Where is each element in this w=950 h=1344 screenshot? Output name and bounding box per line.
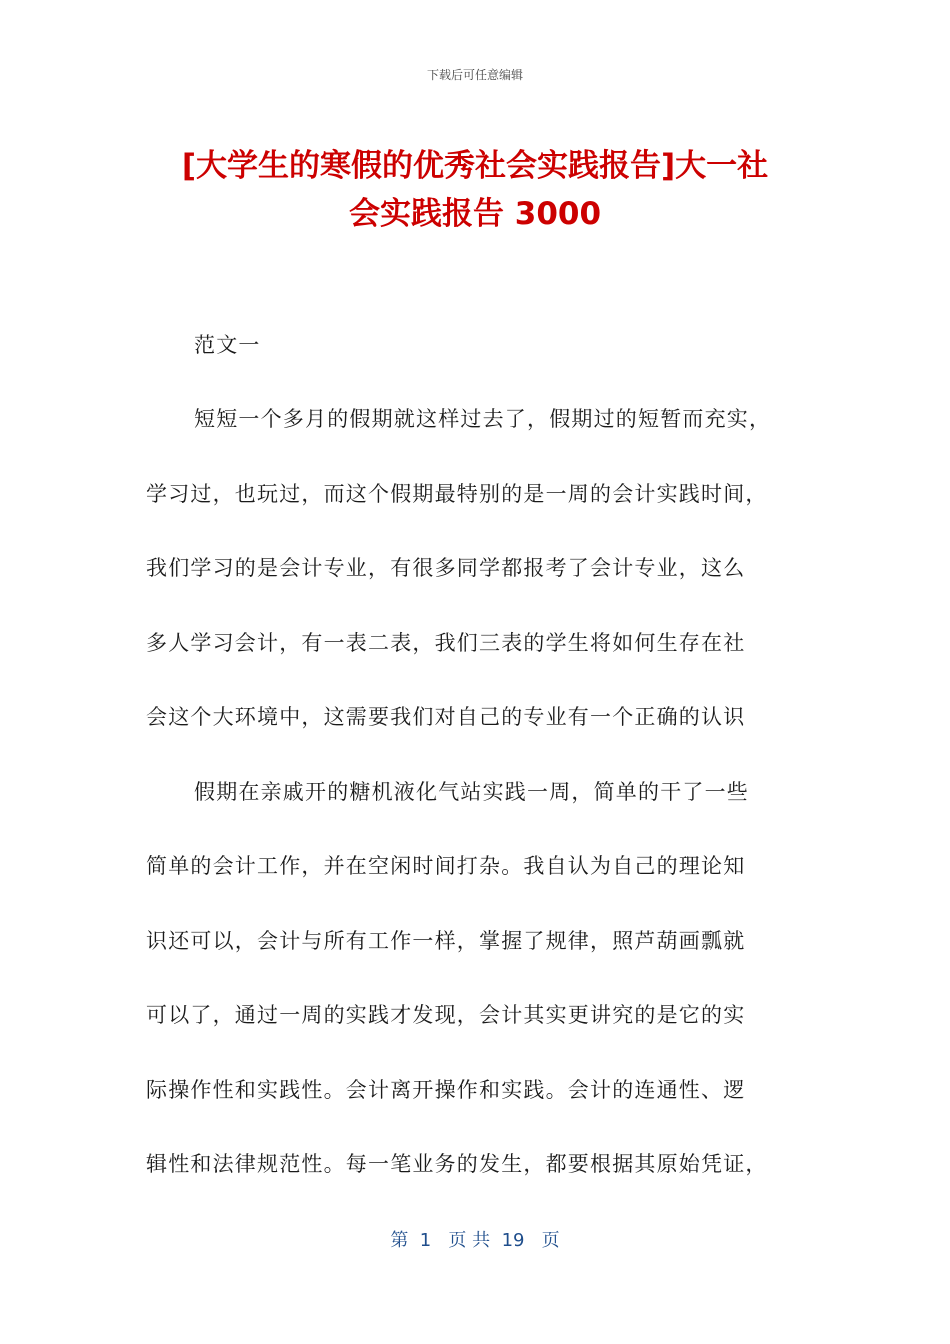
- document-title: [140, 142, 810, 238]
- title-line-1: [大学生的寒假的优秀社会实践报告]大一社: [181, 148, 769, 184]
- paragraph-line: 多人学习会计，有一表二表，我们三表的学生将如何生存在社: [146, 631, 746, 655]
- paragraph-line: 会这个大环境中，这需要我们对自己的专业有一个正确的认识: [146, 705, 746, 729]
- paragraph-line: 可以了，通过一周的实践才发现，会计其实更讲究的是它的实: [146, 1003, 746, 1027]
- paragraph-line: 简单的会计工作，并在空闲时间打杂。我自认为自己的理论知: [146, 854, 746, 878]
- paragraph-line: 假期在亲戚开的糖机液化气站实践一周，简单的干了一些: [194, 780, 749, 804]
- paragraph-line: 学习过，也玩过，而这个假期最特别的是一周的会计实践时间，: [146, 482, 768, 506]
- page-header-note: 下载后可任意编辑: [426, 68, 523, 82]
- paragraph-line: 际操作性和实践性。会计离开操作和实践。会计的连通性、逻: [146, 1078, 746, 1102]
- paragraph-line: 我们学习的是会计专业，有很多同学都报考了会计专业，这么: [146, 556, 746, 580]
- paragraph-line: 辑性和法律规范性。每一笔业务的发生，都要根据其原始凭证，: [146, 1152, 768, 1176]
- paragraph-line: 短短一个多月的假期就这样过去了，假期过的短暂而充实，: [194, 407, 772, 431]
- paragraph-line: 识还可以，会计与所有工作一样，掌握了规律，照芦葫画瓢就: [146, 929, 746, 953]
- paragraph-line: 范文一: [194, 333, 261, 357]
- title-line-2: 会实践报告 3000: [348, 196, 602, 232]
- page-number-footer: 第 1 页 共 19 页: [390, 1230, 560, 1251]
